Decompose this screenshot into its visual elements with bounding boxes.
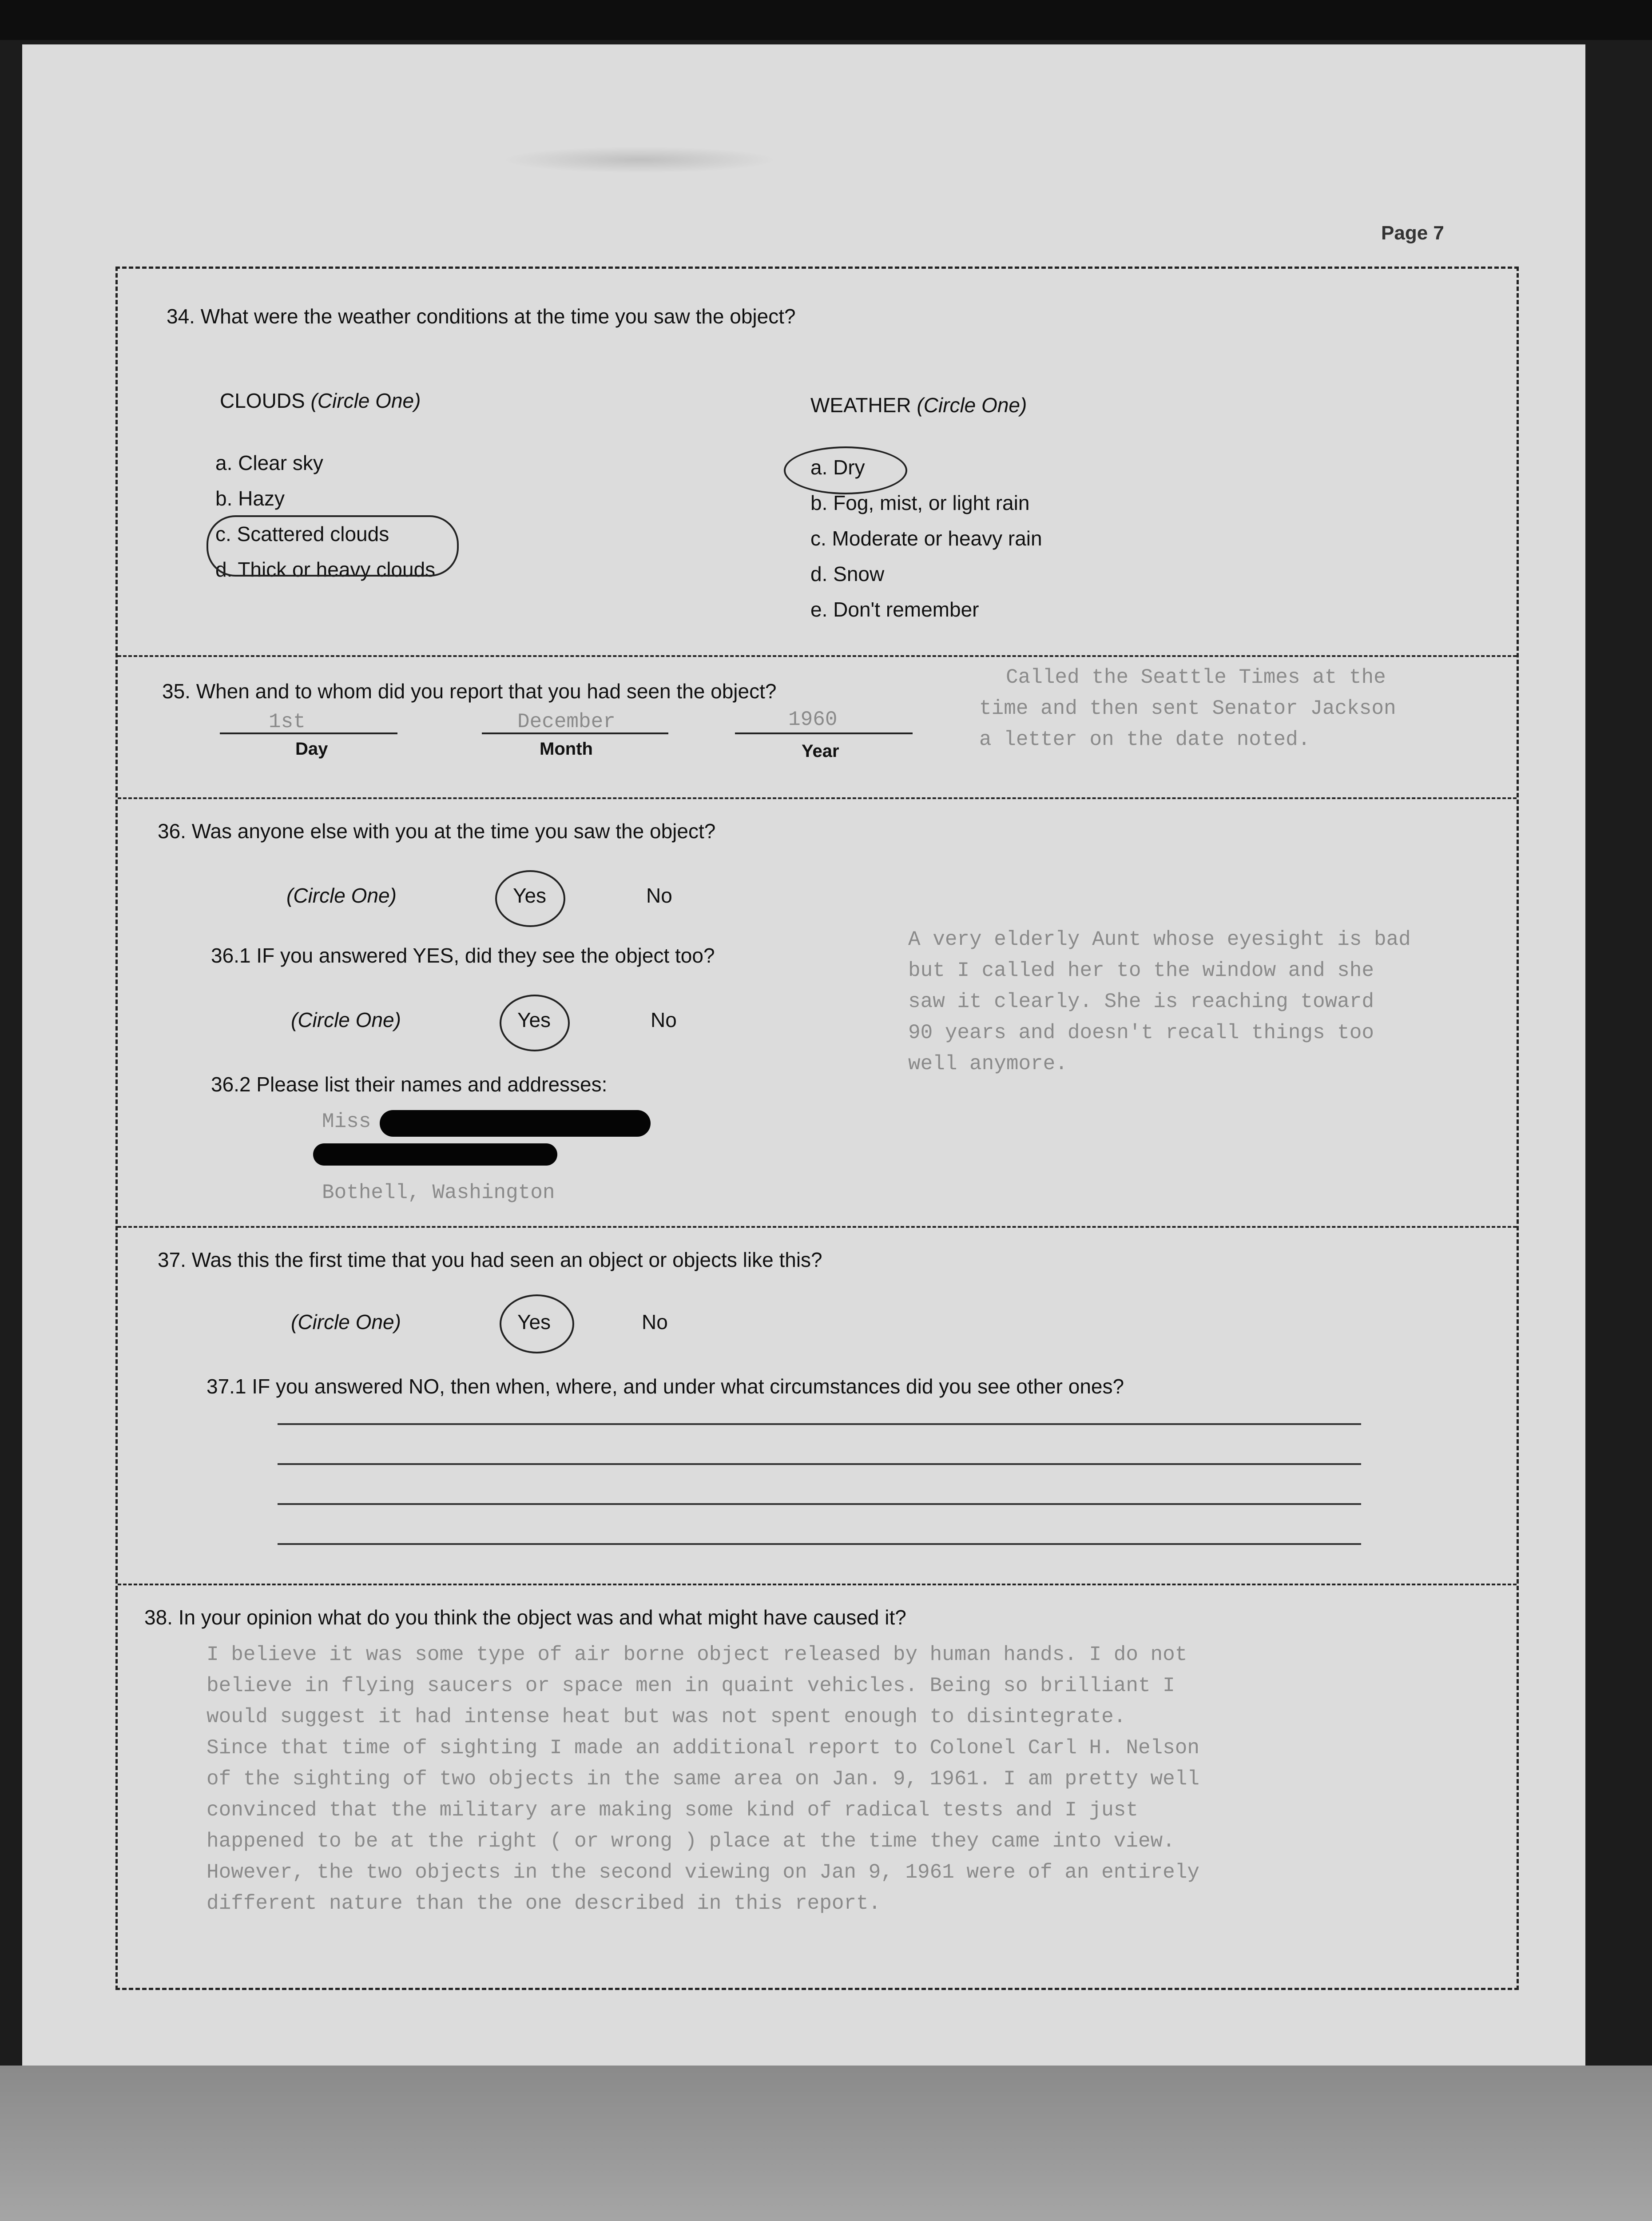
q36-note-line-2: but I called her to the window and she bbox=[908, 959, 1374, 982]
clouds-option-d: d. Thick or heavy clouds bbox=[215, 558, 436, 581]
q38-answer-line-6: convinced that the military are making some kind of radical tests and I just bbox=[206, 1799, 1138, 1822]
q371-answer-line-1 bbox=[278, 1423, 1361, 1425]
clouds-option-c: c. Scattered clouds bbox=[215, 522, 389, 545]
q371-answer-line-4 bbox=[278, 1543, 1361, 1545]
q35-day-line bbox=[220, 732, 397, 734]
q361-yes: Yes bbox=[517, 1008, 551, 1031]
page-number: Page 7 bbox=[1381, 222, 1444, 244]
q35-day-label: Day bbox=[295, 739, 328, 759]
q37-question: 37. Was this the first time that you had seen an object or objects like this? bbox=[158, 1248, 822, 1271]
q34-question: 34. What were the weather conditions at the time you saw the object? bbox=[167, 305, 796, 328]
q38-answer-line-4: Since that time of sighting I made an additional report to Colonel Carl H. Nelson bbox=[206, 1736, 1199, 1759]
clouds-circle-mark bbox=[206, 515, 459, 577]
film-background bbox=[0, 2066, 1652, 2221]
q36-question: 36. Was anyone else with you at the time you saw the object? bbox=[158, 820, 716, 843]
q38-answer-line-9: different nature than the one described in this report. bbox=[206, 1892, 881, 1915]
q35-note-line-1: Called the Seattle Times at the bbox=[1006, 666, 1386, 689]
q38-answer-line-5: of the sighting of two objects in the same area on Jan. 9, 1961. I am pretty well bbox=[206, 1767, 1199, 1791]
q35-day-value: 1st bbox=[269, 710, 306, 733]
q371-answer-line-2 bbox=[278, 1463, 1361, 1465]
q36-note-line-4: 90 years and doesn't recall things too bbox=[908, 1021, 1374, 1044]
q36-note-line-5: well anymore. bbox=[908, 1052, 1068, 1075]
weather-option-e: e. Don't remember bbox=[810, 598, 979, 621]
q37-circle-hint: (Circle One) bbox=[291, 1310, 401, 1333]
q36-yes-circle bbox=[495, 870, 565, 927]
q35-year-value: 1960 bbox=[788, 708, 838, 731]
q37-no: No bbox=[642, 1310, 668, 1333]
q38-answer-line-8: However, the two objects in the second viewing on Jan 9, 1961 were of an entirely bbox=[206, 1861, 1199, 1884]
q35-year-line bbox=[735, 732, 913, 734]
section-q34 bbox=[118, 269, 1517, 655]
q36-note-line-3: saw it clearly. She is reaching toward bbox=[908, 990, 1374, 1013]
q36-yes: Yes bbox=[513, 884, 547, 907]
q362-city: Bothell, Washington bbox=[322, 1181, 555, 1204]
q35-note-line-2: time and then sent Senator Jackson bbox=[979, 697, 1396, 720]
q36-no: No bbox=[646, 884, 672, 907]
q35-note-line-3: a letter on the date noted. bbox=[979, 728, 1310, 751]
q35-question: 35. When and to whom did you report that you had seen the object? bbox=[162, 680, 777, 703]
redaction-bar-2 bbox=[313, 1143, 557, 1166]
q361-no: No bbox=[651, 1008, 677, 1031]
q371-question: 37.1 IF you answered NO, then when, where, and under what circumstances did you see other ones? bbox=[206, 1375, 1124, 1398]
section-q36 bbox=[118, 797, 1517, 1226]
q36-note-line-1: A very elderly Aunt whose eyesight is bad bbox=[908, 928, 1411, 951]
section-q37 bbox=[118, 1226, 1517, 1584]
q361-yes-circle bbox=[500, 995, 570, 1051]
form-page bbox=[22, 44, 1585, 2066]
smudge bbox=[502, 147, 777, 173]
q361-question: 36.1 IF you answered YES, did they see the object too? bbox=[211, 944, 715, 967]
q35-month-label: Month bbox=[540, 739, 593, 759]
redaction-bar-1 bbox=[380, 1110, 651, 1137]
q361-circle-hint: (Circle One) bbox=[291, 1008, 401, 1031]
questionnaire-form bbox=[115, 267, 1519, 1990]
q38-answer-line-3: would suggest it had intense heat but was not spent enough to disintegrate. bbox=[206, 1705, 1126, 1728]
section-q35 bbox=[118, 655, 1517, 797]
q35-year-label: Year bbox=[802, 741, 839, 761]
q35-month-value: December bbox=[517, 710, 616, 733]
clouds-option-a: a. Clear sky bbox=[215, 451, 323, 474]
weather-circle-mark bbox=[784, 446, 907, 494]
weather-option-d: d. Snow bbox=[810, 562, 885, 585]
weather-header: WEATHER (Circle One) bbox=[810, 394, 1027, 417]
clouds-header: CLOUDS (Circle One) bbox=[220, 389, 421, 412]
weather-option-a: a. Dry bbox=[810, 456, 865, 479]
section-q38 bbox=[118, 1584, 1517, 1992]
film-border bbox=[0, 0, 1652, 40]
clouds-option-b: b. Hazy bbox=[215, 487, 285, 510]
q38-answer-line-7: happened to be at the right ( or wrong ) place at the time they came into view. bbox=[206, 1830, 1175, 1853]
weather-option-c: c. Moderate or heavy rain bbox=[810, 527, 1042, 550]
weather-option-b: b. Fog, mist, or light rain bbox=[810, 491, 1030, 514]
q362-question: 36.2 Please list their names and addresses: bbox=[211, 1073, 608, 1096]
q37-yes-circle bbox=[500, 1294, 574, 1353]
q371-answer-line-3 bbox=[278, 1503, 1361, 1505]
q35-month-line bbox=[482, 732, 668, 734]
q38-answer-line-2: believe in flying saucers or space men in quaint vehicles. Being so brilliant I bbox=[206, 1674, 1175, 1697]
q36-circle-hint: (Circle One) bbox=[286, 884, 397, 907]
q37-yes: Yes bbox=[517, 1310, 551, 1333]
q38-answer-line-1: I believe it was some type of air borne object released by human hands. I do not bbox=[206, 1643, 1187, 1666]
q38-question: 38. In your opinion what do you think the object was and what might have caused it? bbox=[144, 1606, 906, 1629]
q362-name-fragment: Miss bbox=[322, 1110, 371, 1133]
